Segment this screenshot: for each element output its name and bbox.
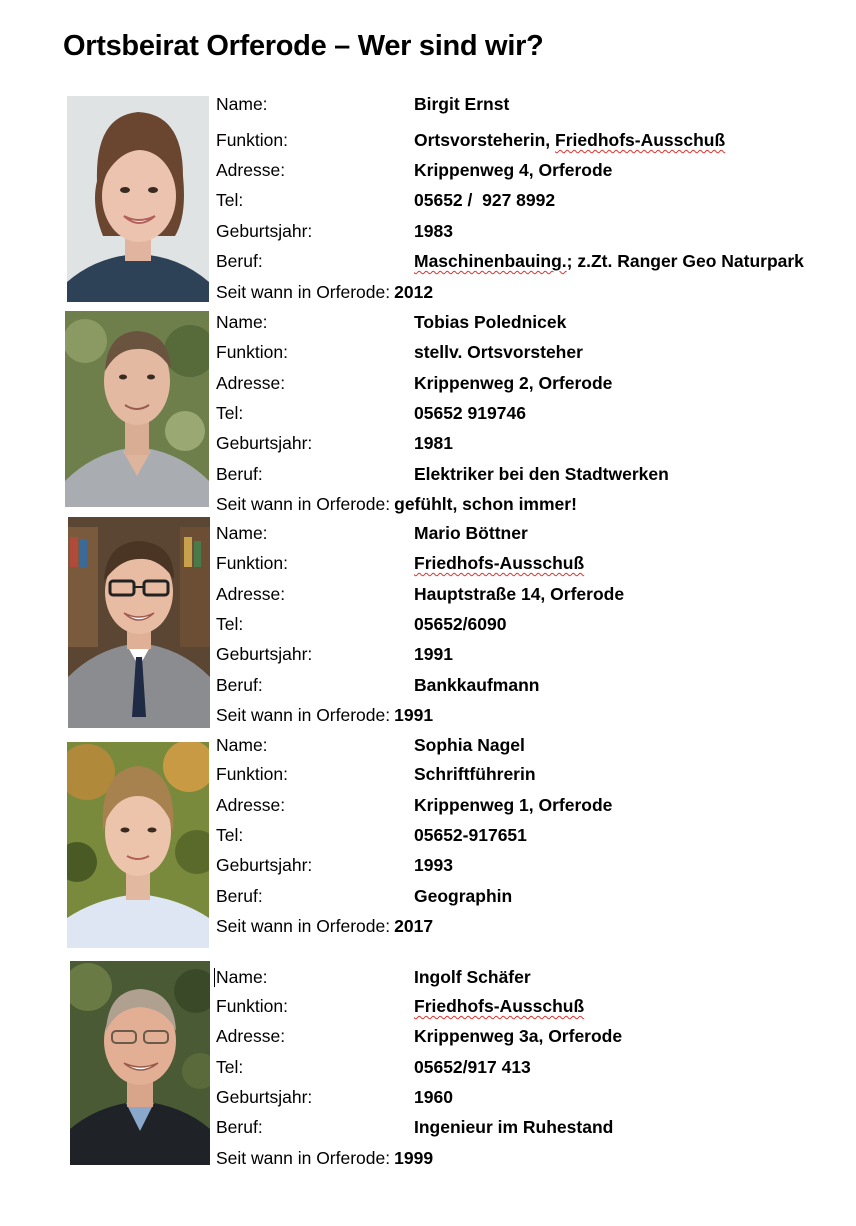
member-since: 2017 — [394, 916, 434, 936]
label: Adresse: — [216, 160, 286, 180]
label: Name: — [216, 967, 268, 987]
member-function: Ortsvorsteherin, Friedhofs-Ausschuß — [414, 130, 726, 150]
member-phone: 05652/6090 — [414, 614, 507, 634]
member-name: Ingolf Schäfer — [414, 967, 531, 987]
field-since — [216, 703, 433, 727]
label: Beruf: — [216, 251, 263, 271]
label: Geburtsjahr: — [216, 433, 313, 453]
member-profession: Elektriker bei den Stadtwerken — [414, 464, 669, 484]
member-name: Tobias Polednicek — [414, 312, 567, 332]
label: Seit wann in Orferode: — [216, 282, 391, 302]
label: Seit wann in Orferode: — [216, 916, 391, 936]
member-function — [414, 994, 584, 1018]
member-phone: 05652 919746 — [414, 403, 526, 423]
page-title: Ortsbeirat Orferode – Wer sind wir? — [63, 30, 544, 62]
member-birth-year: 1960 — [414, 1087, 453, 1107]
label: Name: — [216, 523, 268, 543]
label: Geburtsjahr: — [216, 855, 313, 875]
label: Funktion: — [216, 996, 288, 1016]
label: Tel: — [216, 1057, 244, 1077]
member-since: 1999 — [394, 1148, 434, 1168]
member-profession: Ingenieur im Ruhestand — [414, 1117, 614, 1137]
label: Geburtsjahr: — [216, 1087, 313, 1107]
member-address: Krippenweg 2, Orferode — [414, 373, 613, 393]
label: Name: — [216, 312, 268, 332]
label: Funktion: — [216, 342, 288, 362]
spellcheck-underline: Friedhofs-Ausschuß — [555, 130, 726, 150]
spellcheck-underline: Friedhofs-Ausschuß — [414, 996, 585, 1016]
member-function: Schriftführerin — [414, 764, 536, 784]
member-photo — [67, 96, 209, 302]
member-since: 2012 — [394, 282, 434, 302]
label: Beruf: — [216, 1117, 263, 1137]
member-phone: 05652 / 927 8992 — [414, 190, 556, 210]
member-address: Krippenweg 4, Orferode — [414, 160, 613, 180]
label: Funktion: — [216, 764, 288, 784]
member-address: Krippenweg 1, Orferode — [414, 795, 613, 815]
member-function — [414, 551, 584, 575]
label: Tel: — [216, 825, 244, 845]
member-birth-year: 1981 — [414, 433, 453, 453]
spellcheck-underline: Friedhofs-Ausschuß — [414, 553, 585, 573]
label: Seit wann in Orferode: — [216, 705, 391, 725]
label: Seit wann in Orferode: — [216, 1148, 391, 1168]
label: Beruf: — [216, 464, 263, 484]
member-function: stellv. Ortsvorsteher — [414, 342, 583, 362]
label: Adresse: — [216, 373, 286, 393]
member-address: Krippenweg 3a, Orferode — [414, 1026, 623, 1046]
label: Funktion: — [216, 130, 288, 150]
member-phone: 05652-917651 — [414, 825, 527, 845]
label: Adresse: — [216, 1026, 286, 1046]
field-since — [216, 914, 433, 938]
member-profession: Bankkaufmann — [414, 675, 540, 695]
label: Adresse: — [216, 795, 286, 815]
label: Tel: — [216, 403, 244, 423]
member-name: Birgit Ernst — [414, 94, 510, 114]
member-photo — [67, 742, 209, 948]
member-phone: 05652/917 413 — [414, 1057, 531, 1077]
member-profession: Geographin — [414, 886, 513, 906]
text-cursor — [214, 968, 215, 987]
label: Geburtsjahr: — [216, 221, 313, 241]
member-photo — [65, 311, 209, 507]
member-since: gefühlt, schon immer! — [394, 494, 577, 514]
member-name: Sophia Nagel — [414, 735, 525, 755]
member-name: Mario Böttner — [414, 523, 528, 543]
label: Geburtsjahr: — [216, 644, 313, 664]
label: Beruf: — [216, 886, 263, 906]
label: Tel: — [216, 190, 244, 210]
label: Tel: — [216, 614, 244, 634]
field-since — [216, 280, 433, 304]
field-since — [216, 492, 577, 516]
label: Adresse: — [216, 584, 286, 604]
member-birth-year: 1991 — [414, 644, 453, 664]
label: Seit wann in Orferode: — [216, 494, 391, 514]
field-since — [216, 1146, 433, 1170]
member-profession: Maschinenbauing.; z.Zt. Ranger Geo Naturpark — [414, 251, 804, 271]
label: Name: — [216, 735, 268, 755]
label: Name: — [216, 94, 268, 114]
member-photo — [70, 961, 210, 1165]
member-birth-year: 1983 — [414, 221, 453, 241]
label: Beruf: — [216, 675, 263, 695]
member-photo — [68, 517, 210, 728]
label: Funktion: — [216, 553, 288, 573]
member-since: 1991 — [394, 705, 434, 725]
member-birth-year: 1993 — [414, 855, 453, 875]
member-address: Hauptstraße 14, Orferode — [414, 584, 625, 604]
spellcheck-underline: Maschinenbauing. — [414, 251, 567, 271]
